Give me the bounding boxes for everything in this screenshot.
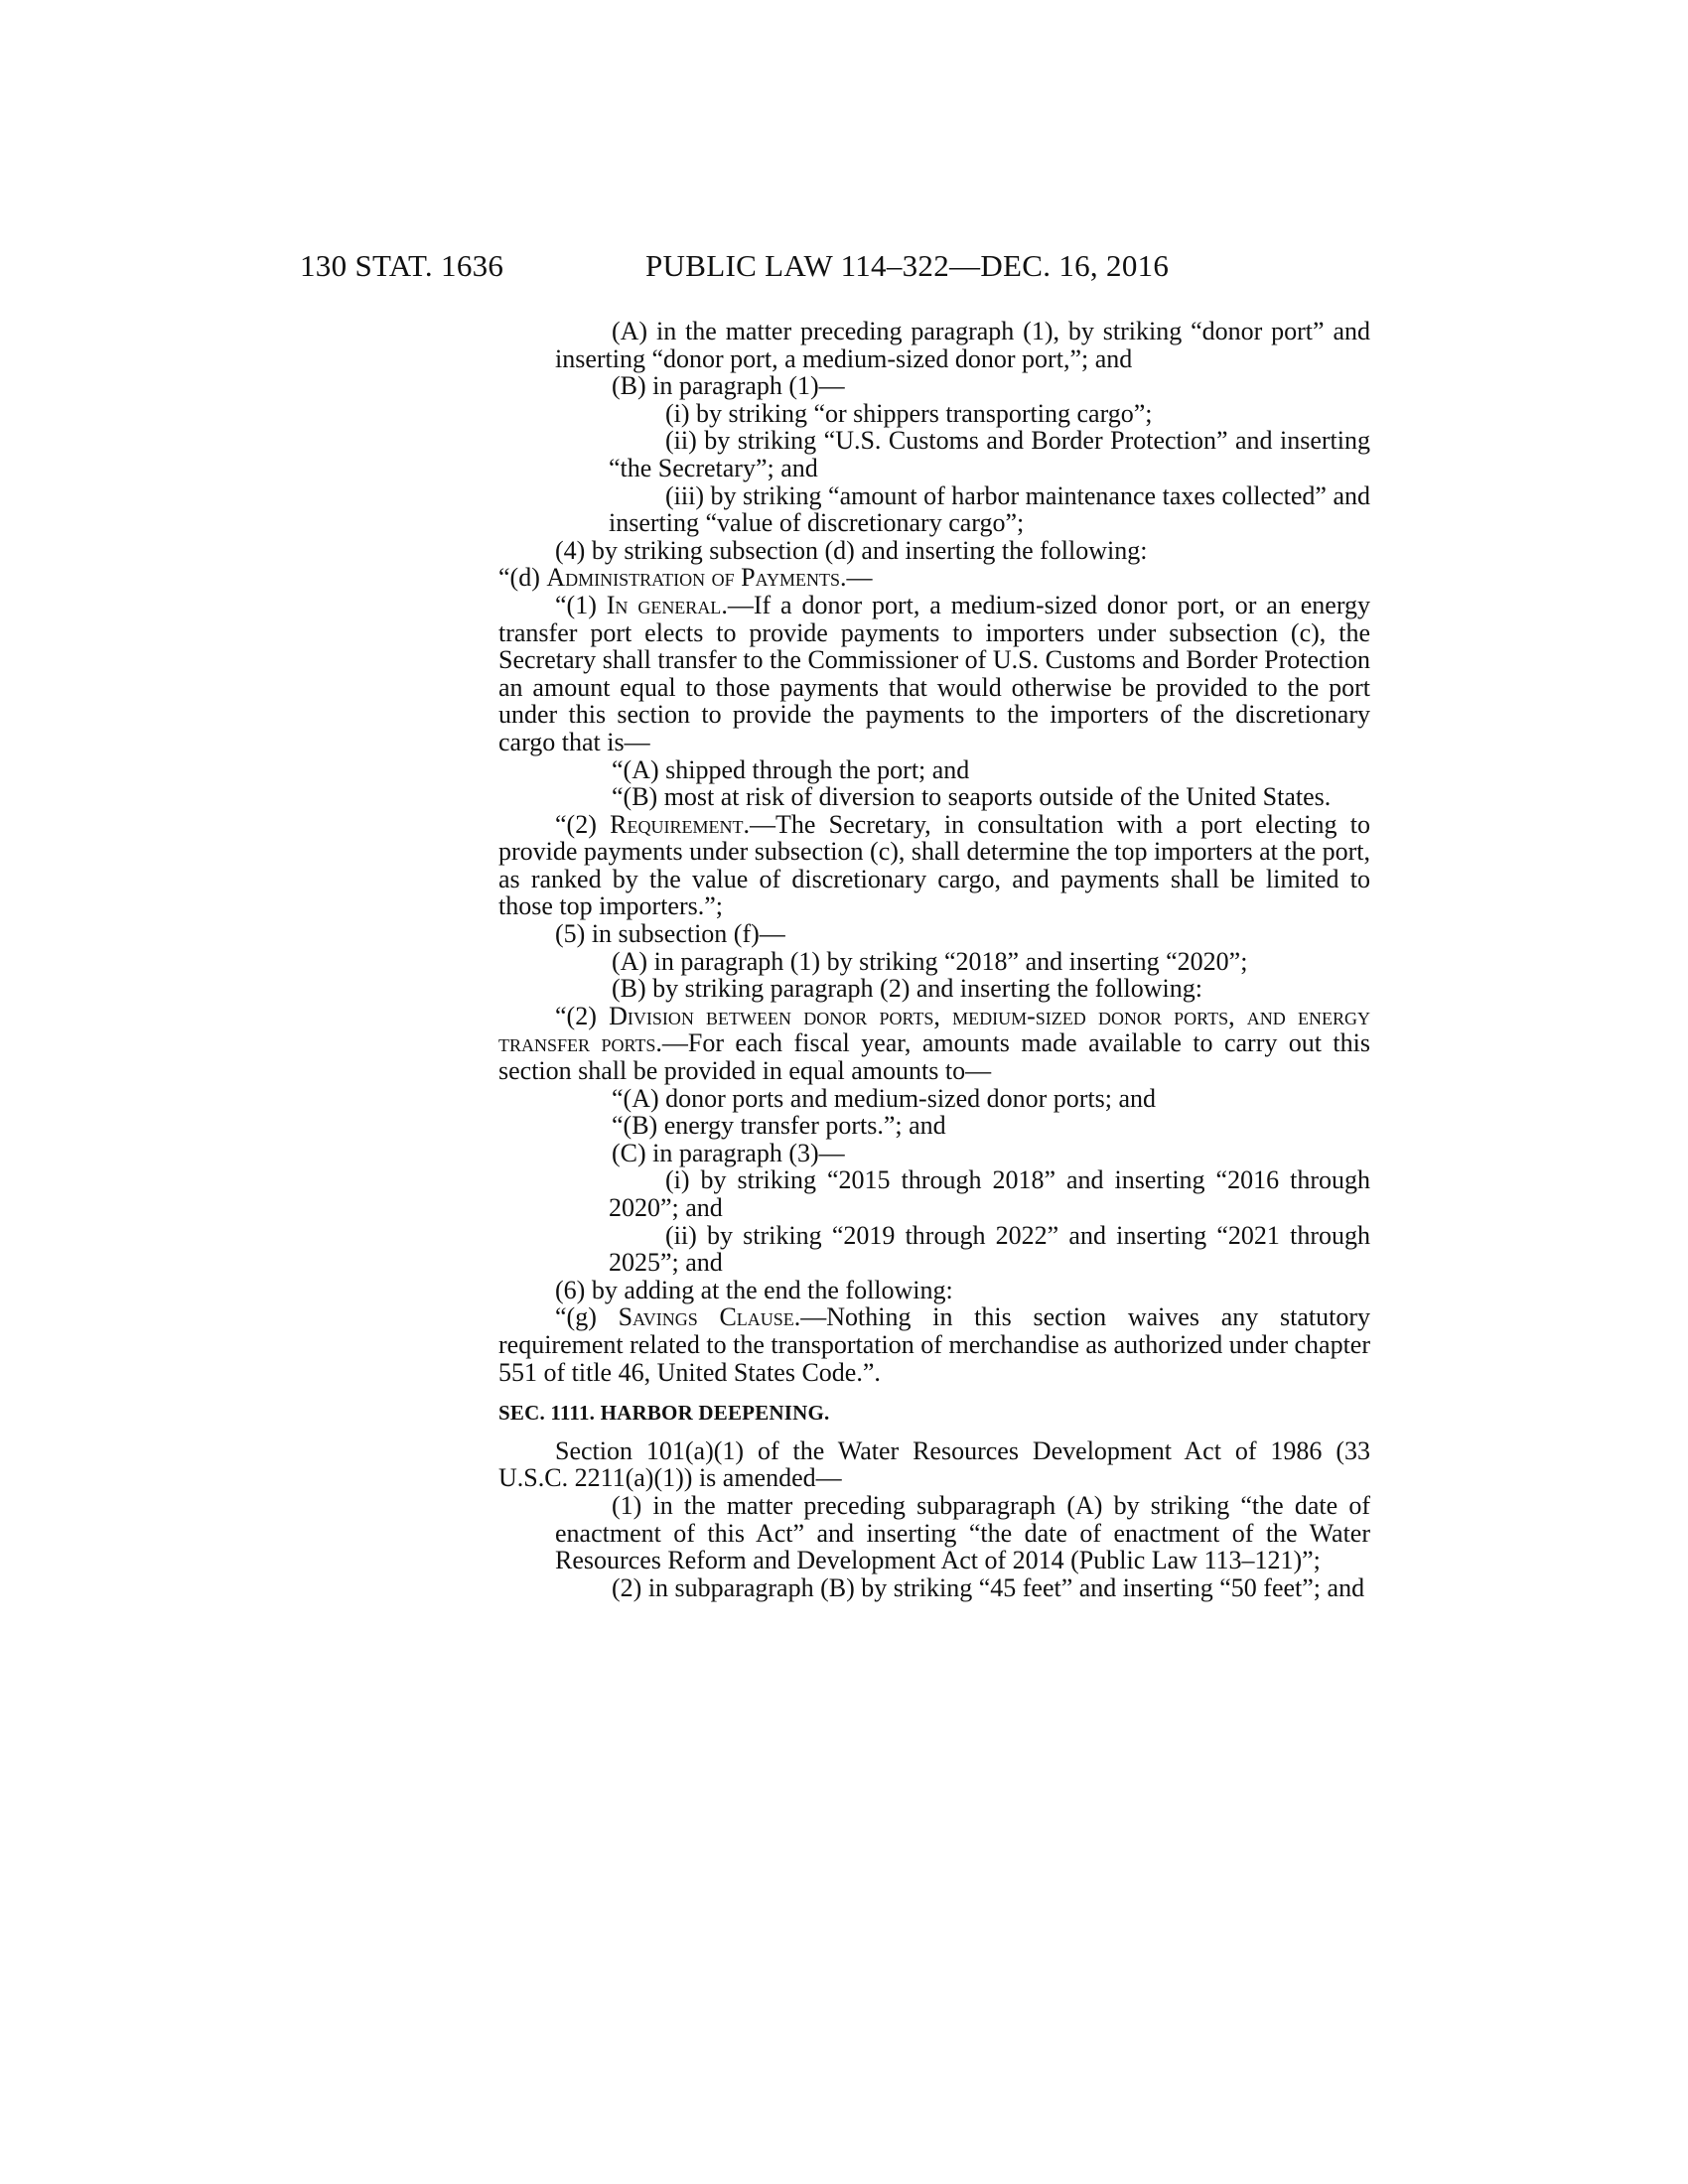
section-1111-paragraph-1: (1) in the matter preceding subparagraph (A) by striking “the date of enactment of this Act” and inserting “the date of enactment of the Water Resources Reform and Development Act of 2014 (Public Law 113–121)”; [555,1490,1370,1575]
clause-ii-2019-2022: (ii) by striking “2019 through 2022” and inserting “2021 through 2025”; and [609,1220,1370,1278]
paragraph-2-title: Requirement [610,809,744,839]
statute-page-reference: 130 STAT. 1636 [300,248,504,283]
paragraph-a-matter-preceding: (A) in the matter preceding paragraph (1), by striking “donor port” and inserting “donor port, a medium-sized donor port,”; and [555,317,1370,373]
clause-i-2015-2018: (i) by striking “2015 through 2018” and inserting “2016 through 2020”; and [609,1165,1370,1222]
division-a-donor-ports: “(A) donor ports and medium-sized donor ports; and [612,1083,1157,1113]
paragraph-6-adding-at-end: (6) by adding at the end the following: [555,1275,953,1304]
paragraph-2-text: .—The Secretary, in consultation with a port electing to provide payments under subsection (c), shall determine the top importers at the port, as ranked by the value of discretionary cargo, and payments shall be limited to those top importers.”; [498,809,1371,921]
paragraph-1-open: “(1) [555,590,607,619]
subsection-d-close: .— [839,563,873,593]
paragraph-4-strike-subsection-d: (4) by striking subsection (d) and inserting the following: [555,535,1148,565]
paragraph-1-in-general [498,592,1370,756]
division-open: “(2) [555,1001,610,1030]
section-1111-paragraph-2: (2) in subparagraph (B) by striking “45 feet” and inserting “50 feet”; and [612,1572,1365,1602]
division-title: Division between donor ports, medium-sized donor ports, and energy transfer ports [498,1001,1371,1058]
division-b-energy-ports: “(B) energy transfer ports.”; and [612,1111,946,1141]
subparagraph-b-strike-paragraph-2: (B) by striking paragraph (2) and inserting the following: [612,974,1202,1004]
paragraph-2-division [498,1003,1370,1085]
subsection-d-heading [498,564,1370,592]
subparagraph-b-diversion: “(B) most at risk of diversion to seaports outside of the United States. [612,782,1332,812]
paragraph-1-text: .—If a donor port, a medium-sized donor port, or an energy transfer port elects to provide payments to importers under subsection (c), the Secretary shall transfer to the Commissioner of U.S. Customs and Border Protection an amount equal to those payments that would otherwise be provided to the port under this section to provide the payments to the importers of the discretionary cargo that is— [498,590,1371,756]
subparagraph-c-paragraph-3: (C) in paragraph (3)— [612,1138,845,1167]
paragraph-2-requirement [498,811,1370,920]
section-1111-intro: Section 101(a)(1) of the Water Resources Development Act of 1986 (33 U.S.C. 2211(a)(1)) is amended— [498,1435,1370,1493]
subsection-d-title: Administration of Payments [546,563,840,593]
subsection-d-open: “(d) [498,563,547,593]
clause-iii-harbor-taxes: (iii) by striking “amount of harbor maintenance taxes collected” and inserting “value of discretionary cargo”; [609,480,1370,538]
clause-i-shippers: (i) by striking “or shippers transporting cargo”; [665,398,1153,428]
division-text: .—For each fiscal year, amounts made available to carry out this section shall be provided in equal amounts to— [498,1028,1370,1086]
paragraph-b-in-paragraph-1: (B) in paragraph (1)— [612,371,845,401]
subparagraph-a-2018-2020: (A) in paragraph (1) by striking “2018” and inserting “2020”; [612,946,1248,976]
savings-title: Savings Clause [618,1302,794,1332]
savings-text: .—Nothing in this section waives any statutory requirement related to the transportation of merchandise as authorized under chapter 551 of title 46, United States Code.”. [498,1302,1370,1387]
subsection-g-savings-clause [498,1303,1370,1386]
clause-ii-customs: (ii) by striking “U.S. Customs and Border Protection” and inserting “the Secretary”; and [609,426,1370,482]
subparagraph-a-shipped: “(A) shipped through the port; and [612,754,970,784]
paragraph-1-title: In general [606,590,722,619]
paragraph-2-open: “(2) [555,809,611,839]
paragraph-5-subsection-f: (5) in subsection (f)— [555,919,785,949]
savings-open: “(g) [555,1302,619,1332]
section-1111-heading: SEC. 1111. HARBOR DEEPENING. [498,1401,830,1426]
body-text [498,318,1370,1601]
running-head: PUBLIC LAW 114–322—DEC. 16, 2016 [645,248,1170,283]
